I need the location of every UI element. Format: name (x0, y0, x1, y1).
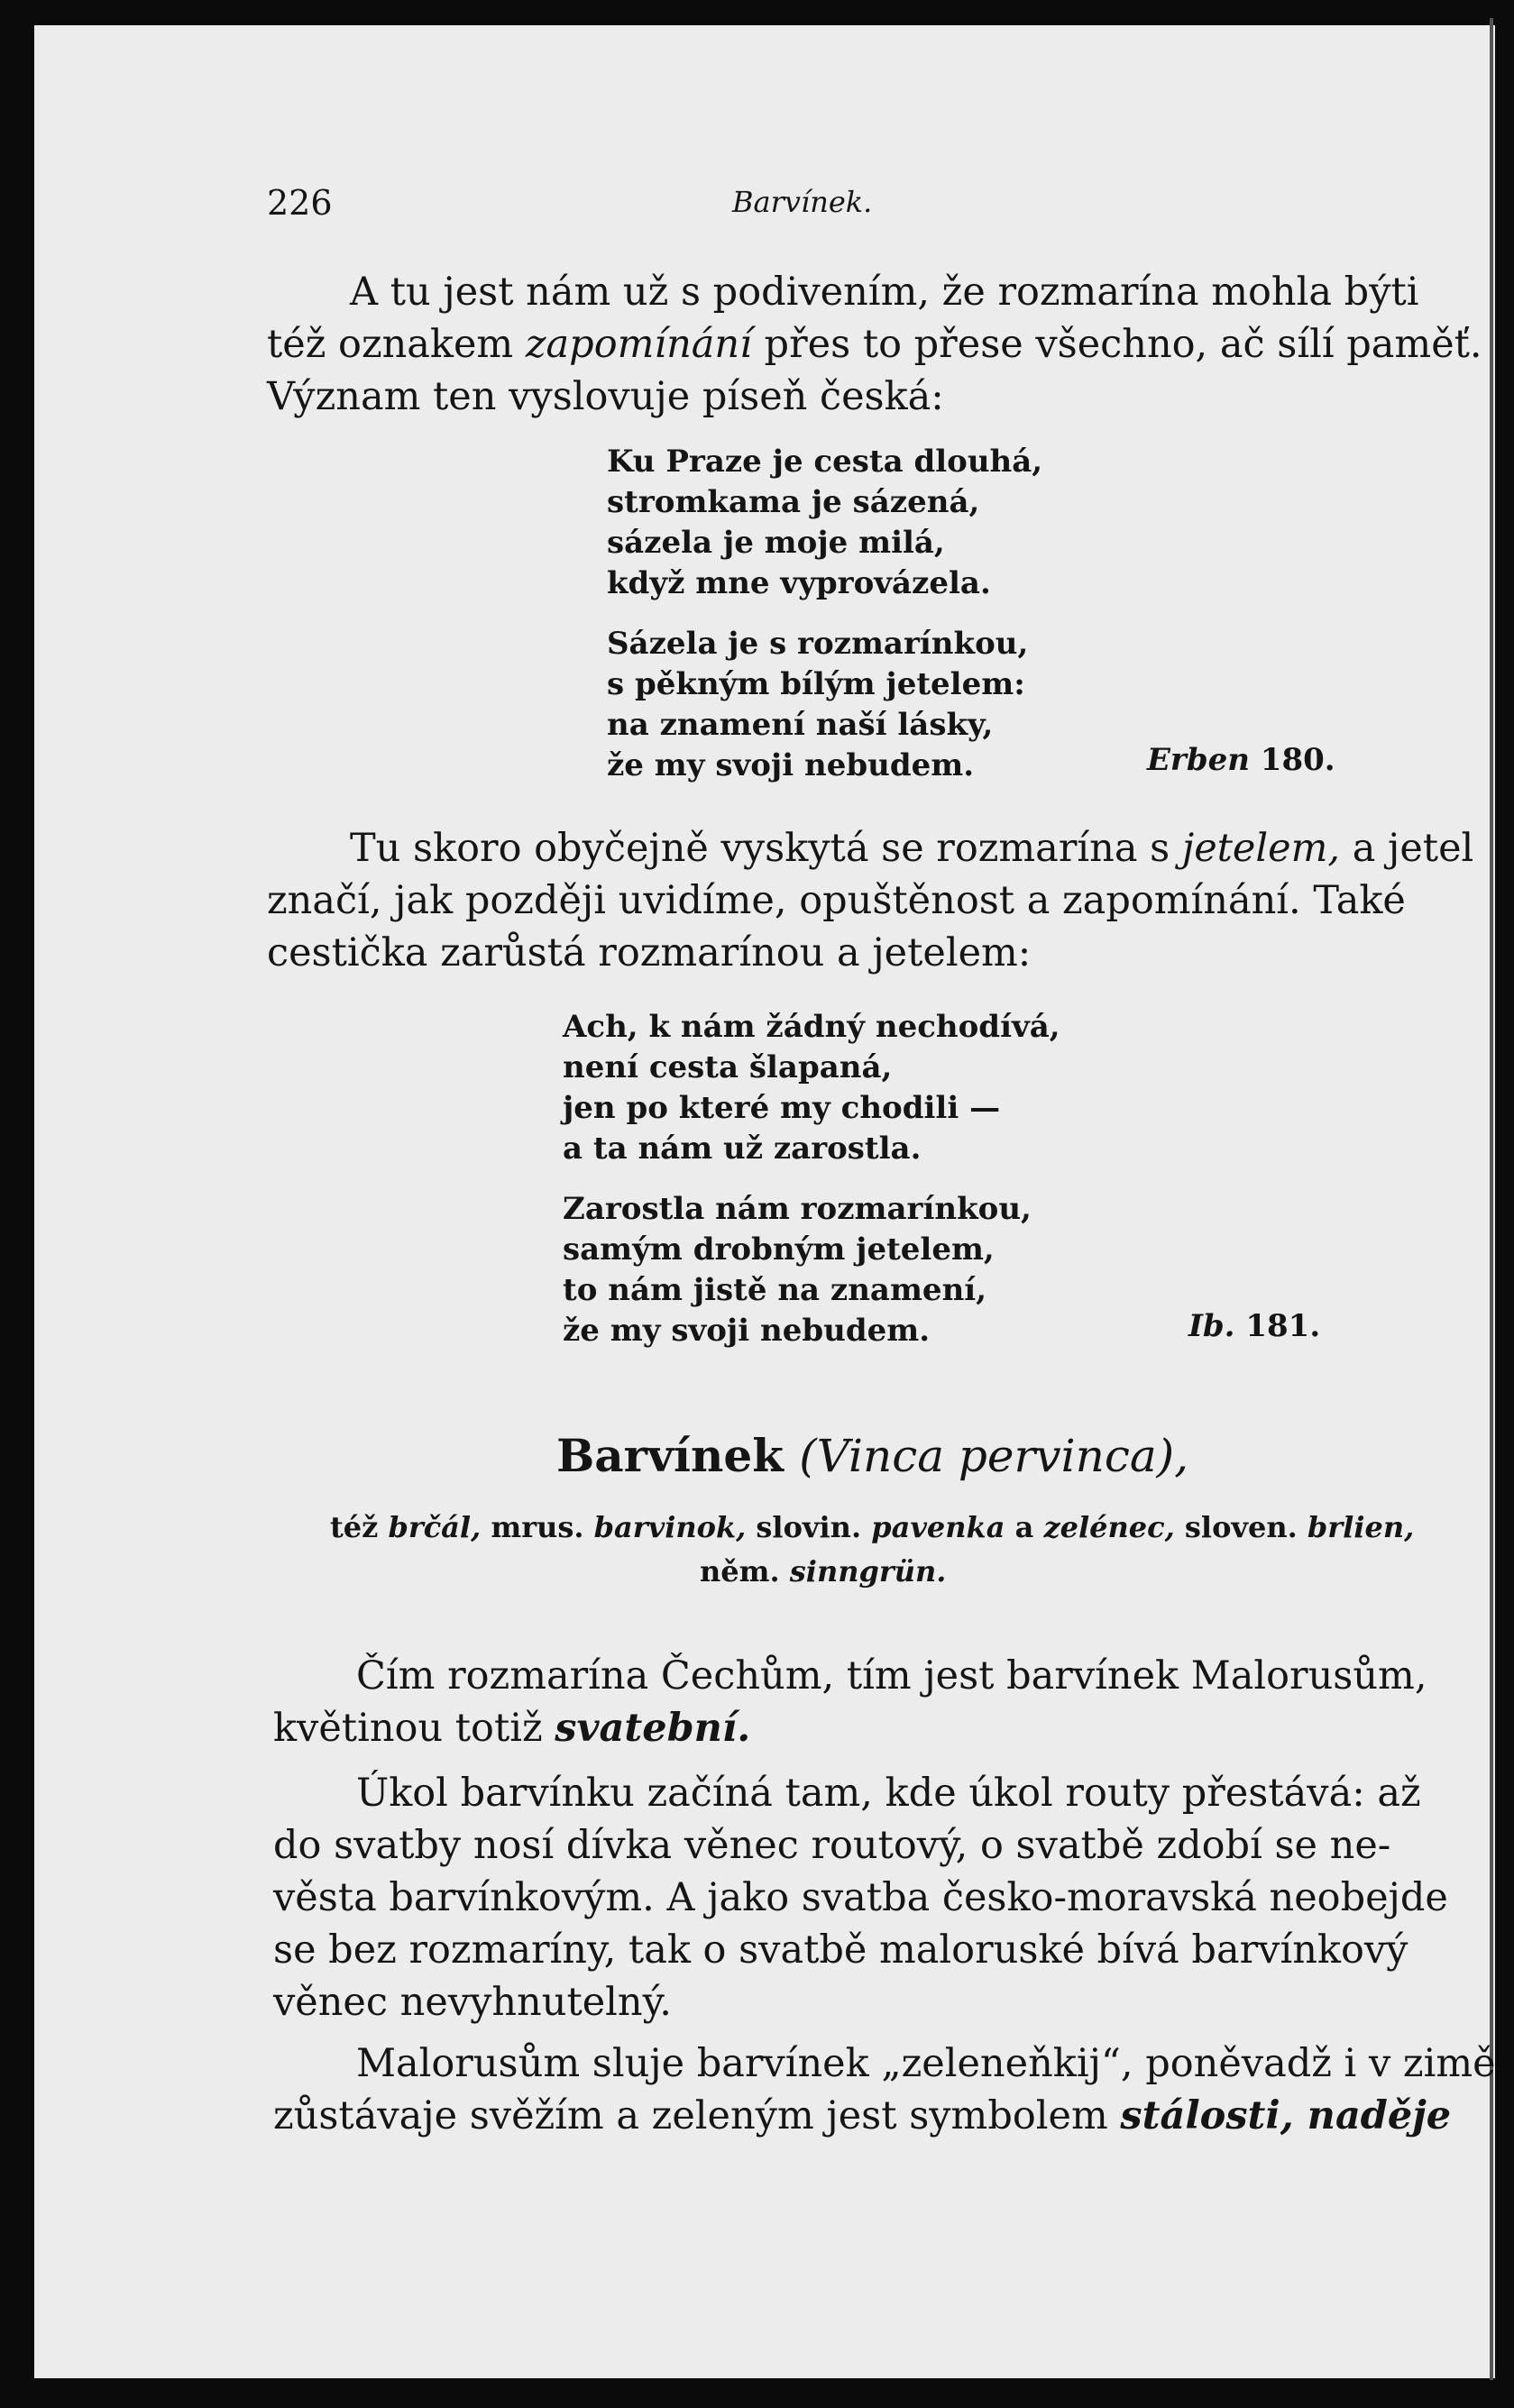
stanza (607, 624, 1042, 786)
paragraph-ukol-barvinku (273, 1767, 1448, 2028)
paragraph-malorusove (273, 1650, 1427, 1754)
source-reference: Erben 180. (1147, 742, 1335, 778)
running-title: Barvínek. (732, 185, 873, 219)
intro-paragraph (267, 266, 1482, 423)
malorusove-line-1: Čím rozmarína Čechům, tím jest barvínek Malorusům, (356, 1653, 1427, 1698)
intro-line-3: Význam ten vyslovuje píseň česká: (267, 374, 944, 419)
malorusove-line-2: květinou totiž svatební. (273, 1706, 751, 1751)
section-title: Barvínek (Vinca pervinca), (556, 1429, 1189, 1482)
verse-line: když mne vyprovázela. (607, 565, 991, 601)
paragraph-jetel (267, 822, 1474, 979)
verse-line: Ku Praze je cesta dlouhá, (607, 444, 1043, 480)
verse-line: a ta nám už zarostla. (563, 1131, 922, 1167)
paragraph-zeleneňkij (273, 2037, 1496, 2142)
verse-line: to nám jistě na znamení, (563, 1272, 987, 1308)
verse-line: samým drobným jetelem, (563, 1231, 995, 1268)
verse-line: na znamení naší lásky, (607, 707, 994, 743)
source-reference: Ib. 181. (1188, 1308, 1321, 1344)
ukol-line-1: Úkol barvínku začíná tam, kde úkol routy přestává: až (356, 1771, 1421, 1816)
section-synonyms-line-1: též brčál, mrus. barvinok, slovin. pavenka a zelénec, sloven. brlien, (330, 1510, 1415, 1544)
stanza (563, 1189, 1060, 1351)
jetel-line-1: Tu skoro obyčejně vyskytá se rozmarína s jetelem, a jetel (350, 826, 1474, 871)
jetel-line-3: cestička zarůstá rozmarínou a jetelem: (267, 930, 1032, 975)
verse-line: s pěkným bílým jetelem: (607, 666, 1025, 702)
verse-line: Sázela je s rozmarínkou, (607, 626, 1029, 662)
poem-ib-181 (563, 1007, 1060, 1371)
verse-line: sázela je moje milá, (607, 525, 945, 561)
stanza (563, 1007, 1060, 1169)
zelenenkij-line-1: Malorusům sluje barvínek „zeleneňkij“, poněvadž i v zimě (356, 2041, 1496, 2086)
page-number: 226 (267, 183, 333, 223)
verse-line: stromkama je sázená, (607, 484, 980, 520)
verse-line: že my svoji nebudem. (607, 747, 975, 783)
ukol-line-3: věsta barvínkovým. A jako svatba česko-moravská neobejde (273, 1875, 1448, 1920)
verse-line: Zarostla nám rozmarínkou, (563, 1191, 1032, 1227)
intro-line-1: A tu jest nám už s podivením, že rozmarína mohla býti (350, 270, 1419, 315)
poem-erben-180 (607, 442, 1042, 806)
verse-line: Ach, k nám žádný nechodívá, (563, 1009, 1060, 1045)
zelenenkij-line-2: zůstávaje svěžím a zeleným jest symbolem stálosti, naděje (273, 2093, 1452, 2138)
verse-line: není cesta šlapaná, (563, 1049, 893, 1085)
ukol-line-5: věnec nevyhnutelný. (273, 1980, 672, 2025)
intro-line-2: též oznakem zapomínání přes to přese všechno, ač sílí paměť. (267, 322, 1482, 367)
ukol-line-2: do svatby nosí dívka věnec routový, o svatbě zdobí se ne- (273, 1823, 1391, 1868)
stanza (607, 442, 1042, 604)
verse-line: jen po které my chodili — (563, 1090, 1001, 1126)
verse-line: že my svoji nebudem. (563, 1313, 931, 1349)
jetel-line-2: značí, jak později uvidíme, opuštěnost a zapomínání. Také (267, 878, 1406, 923)
ukol-line-4: se bez rozmaríny, tak o svatbě maloruské bívá barvínkový (273, 1927, 1408, 1973)
section-synonyms-line-2: něm. sinngrün. (700, 1554, 947, 1589)
